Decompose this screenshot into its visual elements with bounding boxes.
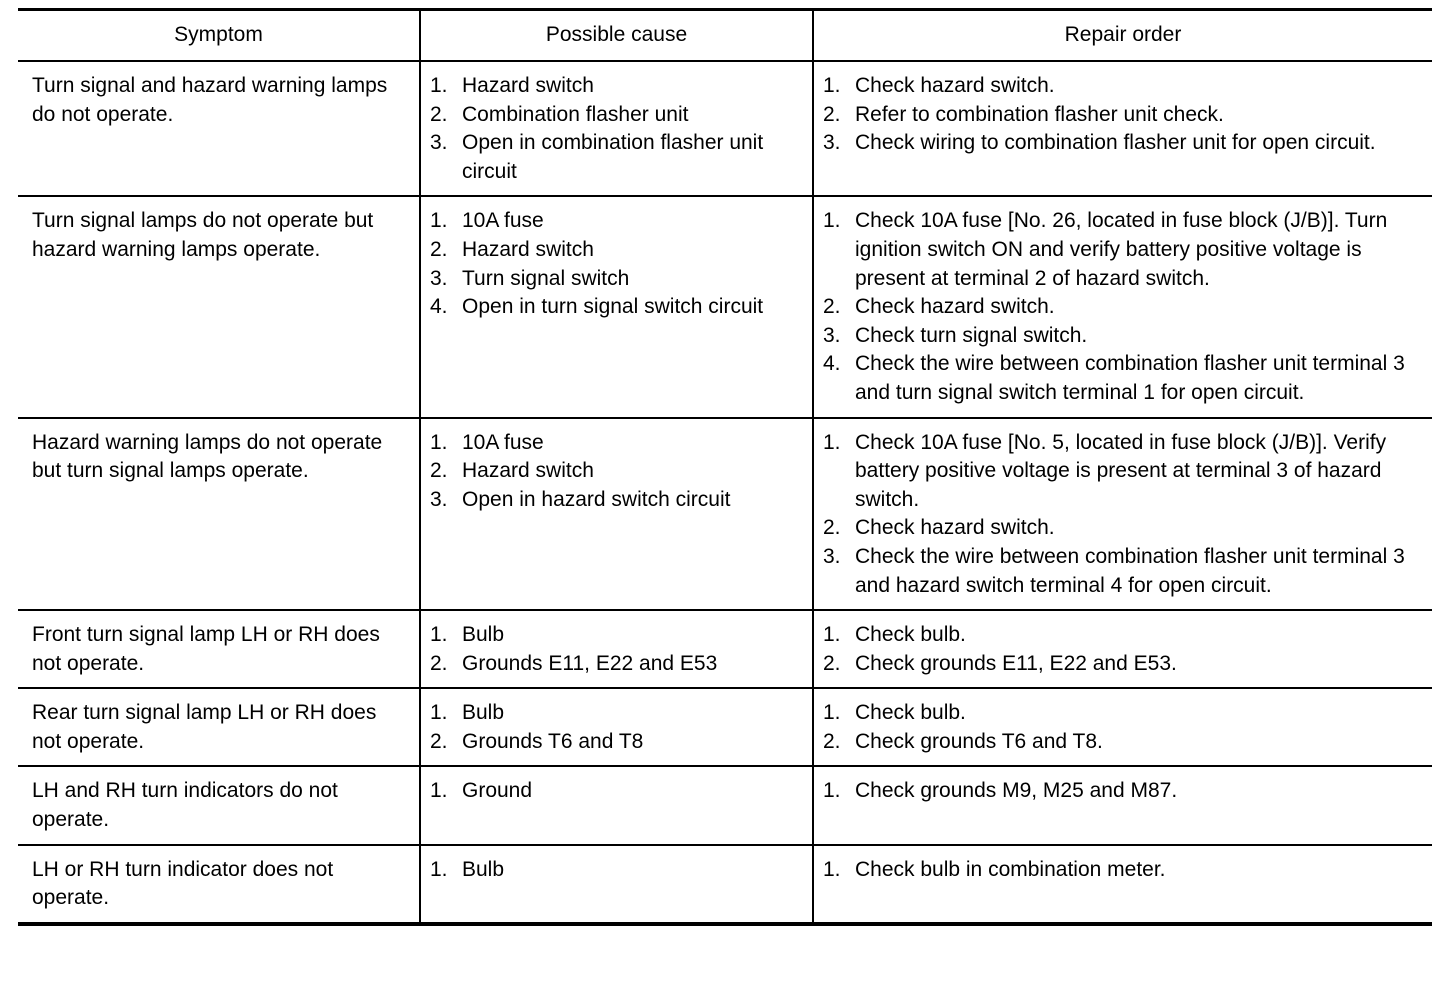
symptom-cell: LH or RH turn indicator does not operate. bbox=[18, 845, 420, 924]
list-item-number: 3. bbox=[823, 544, 841, 568]
list-item-number: 1. bbox=[430, 779, 448, 803]
table-row bbox=[18, 845, 1432, 924]
repair-item bbox=[823, 429, 1426, 515]
cause-item bbox=[430, 621, 806, 650]
table-header-row bbox=[18, 10, 1432, 62]
repair-order-cell-list bbox=[823, 621, 1426, 678]
cause-item-text: Hazard switch bbox=[462, 237, 594, 261]
list-item-number: 3. bbox=[823, 323, 841, 347]
cause-item bbox=[430, 650, 806, 679]
cause-item-text: Open in turn signal switch circuit bbox=[462, 295, 764, 319]
repair-item-text: Check the wire between combination flasher unit terminal 3 and turn signal switch terminal 1 for open circuit. bbox=[855, 352, 1405, 404]
symptom-cell: Turn signal lamps do not operate but hazard warning lamps operate. bbox=[18, 196, 420, 417]
possible-cause-cell bbox=[420, 418, 813, 611]
table-row bbox=[18, 418, 1432, 611]
list-item-number: 3. bbox=[823, 131, 841, 155]
symptom-cell: Front turn signal lamp LH or RH does not operate. bbox=[18, 610, 420, 688]
repair-order-cell bbox=[813, 845, 1432, 924]
list-item-number: 1. bbox=[823, 779, 841, 803]
repair-order-cell bbox=[813, 196, 1432, 417]
cause-item bbox=[430, 777, 806, 806]
possible-cause-cell-list bbox=[430, 72, 806, 186]
cause-item-text: Bulb bbox=[462, 623, 505, 647]
repair-item bbox=[823, 699, 1426, 728]
cause-item bbox=[430, 101, 806, 130]
table-row bbox=[18, 610, 1432, 688]
symptom-cell: Rear turn signal lamp LH or RH does not operate. bbox=[18, 688, 420, 766]
list-item-number: 2. bbox=[430, 651, 448, 675]
repair-item bbox=[823, 129, 1426, 158]
repair-item-text: Check hazard switch. bbox=[855, 74, 1055, 97]
repair-item bbox=[823, 514, 1426, 543]
list-item-number: 2. bbox=[430, 237, 448, 261]
repair-item bbox=[823, 72, 1426, 101]
repair-item-text: Check the wire between combination flasher unit terminal 3 and hazard switch terminal 4 for open circuit. bbox=[855, 544, 1405, 597]
cause-item bbox=[430, 728, 806, 757]
repair-item-text: Check grounds M9, M25 and M87. bbox=[855, 779, 1178, 803]
repair-item-text: Check bulb in combination meter. bbox=[855, 857, 1166, 881]
repair-item-text: Check bulb. bbox=[855, 623, 966, 647]
list-item-number: 2. bbox=[823, 295, 841, 319]
cause-item bbox=[430, 129, 806, 186]
repair-item bbox=[823, 650, 1426, 679]
repair-item bbox=[823, 101, 1426, 130]
repair-item bbox=[823, 856, 1426, 885]
column-header-possible-cause: Possible cause bbox=[420, 10, 813, 62]
table-row bbox=[18, 688, 1432, 766]
list-item-number: 3. bbox=[430, 487, 448, 511]
list-item-number: 2. bbox=[823, 729, 841, 753]
cause-item bbox=[430, 293, 806, 322]
list-item-number: 2. bbox=[823, 102, 841, 126]
column-header-repair-order: Repair order bbox=[813, 10, 1432, 62]
list-item-number: 1. bbox=[430, 74, 448, 97]
list-item-number: 1. bbox=[430, 623, 448, 647]
repair-order-cell-list bbox=[823, 72, 1426, 158]
repair-order-cell bbox=[813, 418, 1432, 611]
diagnosis-table-container bbox=[18, 8, 1432, 926]
cause-item bbox=[430, 265, 806, 294]
possible-cause-cell bbox=[420, 61, 813, 196]
repair-item-text: Check hazard switch. bbox=[855, 516, 1055, 540]
cause-item-text: Open in hazard switch circuit bbox=[462, 487, 731, 511]
repair-item bbox=[823, 350, 1426, 407]
list-item-number: 4. bbox=[823, 352, 841, 376]
cause-item bbox=[430, 486, 806, 515]
list-item-number: 1. bbox=[430, 701, 448, 725]
cause-item bbox=[430, 429, 806, 458]
possible-cause-cell bbox=[420, 688, 813, 766]
cause-item bbox=[430, 457, 806, 486]
repair-order-cell-list bbox=[823, 699, 1426, 756]
repair-order-cell bbox=[813, 688, 1432, 766]
cause-item bbox=[430, 72, 806, 101]
cause-item bbox=[430, 856, 806, 885]
repair-order-cell-list bbox=[823, 207, 1426, 407]
cause-item-text: 10A fuse bbox=[462, 430, 544, 454]
repair-item-text: Refer to combination flasher unit check. bbox=[855, 102, 1224, 126]
list-item-number: 1. bbox=[430, 209, 448, 233]
symptom-cell: Hazard warning lamps do not operate but turn signal lamps operate. bbox=[18, 418, 420, 611]
list-item-number: 4. bbox=[430, 295, 448, 319]
list-item-number: 1. bbox=[823, 623, 841, 647]
list-item-number: 1. bbox=[430, 430, 448, 454]
repair-item bbox=[823, 207, 1426, 293]
repair-order-cell-list bbox=[823, 777, 1426, 806]
repair-order-cell-list bbox=[823, 856, 1426, 885]
repair-item-text: Check 10A fuse [No. 26, located in fuse block (J/B)]. Turn ignition switch ON and verify battery positive voltage is present at terminal 2 of hazard switch. bbox=[855, 209, 1388, 290]
repair-item-text: Check grounds T6 and T8. bbox=[855, 729, 1103, 753]
table-row bbox=[18, 196, 1432, 417]
cause-item-text: Bulb bbox=[462, 857, 505, 881]
repair-item-text: Check turn signal switch. bbox=[855, 323, 1088, 347]
possible-cause-cell-list bbox=[430, 207, 806, 321]
list-item-number: 2. bbox=[823, 516, 841, 540]
cause-item bbox=[430, 236, 806, 265]
list-item-number: 2. bbox=[823, 651, 841, 675]
repair-item-text: Check 10A fuse [No. 5, located in fuse block (J/B)]. Verify battery positive voltage is present at terminal 3 of hazard switch. bbox=[855, 430, 1387, 511]
table-row bbox=[18, 61, 1432, 196]
possible-cause-cell-list bbox=[430, 429, 806, 515]
possible-cause-cell-list bbox=[430, 621, 806, 678]
cause-item-text: Combination flasher unit bbox=[462, 102, 689, 126]
cause-item-text: Grounds T6 and T8 bbox=[462, 729, 644, 753]
list-item-number: 3. bbox=[430, 131, 448, 155]
repair-order-cell-list bbox=[823, 429, 1426, 601]
repair-item bbox=[823, 322, 1426, 351]
repair-item-text: Check bulb. bbox=[855, 701, 966, 725]
possible-cause-cell-list bbox=[430, 699, 806, 756]
repair-order-cell bbox=[813, 610, 1432, 688]
cause-item-text: 10A fuse bbox=[462, 209, 544, 233]
cause-item-text: Open in combination flasher unit circuit bbox=[462, 131, 764, 183]
repair-item bbox=[823, 621, 1426, 650]
repair-item bbox=[823, 777, 1426, 806]
cause-item-text: Hazard switch bbox=[462, 459, 594, 483]
cause-item bbox=[430, 207, 806, 236]
cause-item-text: Hazard switch bbox=[462, 74, 594, 97]
possible-cause-cell bbox=[420, 610, 813, 688]
trouble-diagnosis-table bbox=[18, 8, 1432, 926]
possible-cause-cell bbox=[420, 766, 813, 844]
repair-item-text: Check grounds E11, E22 and E53. bbox=[855, 651, 1177, 675]
symptom-cell: LH and RH turn indicators do not operate. bbox=[18, 766, 420, 844]
repair-item-text: Check hazard switch. bbox=[855, 295, 1055, 319]
cause-item-text: Bulb bbox=[462, 701, 505, 725]
column-header-symptom: Symptom bbox=[18, 10, 420, 62]
cause-item-text: Grounds E11, E22 and E53 bbox=[462, 651, 718, 675]
list-item-number: 1. bbox=[430, 857, 448, 881]
list-item-number: 1. bbox=[823, 857, 841, 881]
repair-order-cell bbox=[813, 61, 1432, 196]
possible-cause-cell bbox=[420, 196, 813, 417]
cause-item-text: Turn signal switch bbox=[462, 266, 630, 290]
possible-cause-cell bbox=[420, 845, 813, 924]
repair-order-cell bbox=[813, 766, 1432, 844]
list-item-number: 3. bbox=[430, 266, 448, 290]
list-item-number: 1. bbox=[823, 701, 841, 725]
repair-item bbox=[823, 728, 1426, 757]
list-item-number: 1. bbox=[823, 74, 841, 97]
possible-cause-cell-list bbox=[430, 856, 806, 885]
list-item-number: 1. bbox=[823, 430, 841, 454]
possible-cause-cell-list bbox=[430, 777, 806, 806]
list-item-number: 1. bbox=[823, 209, 841, 233]
list-item-number: 2. bbox=[430, 102, 448, 126]
repair-item bbox=[823, 543, 1426, 600]
repair-item-text: Check wiring to combination flasher unit for open circuit. bbox=[855, 131, 1376, 155]
list-item-number: 2. bbox=[430, 729, 448, 753]
symptom-cell: Turn signal and hazard warning lamps do not operate. bbox=[18, 61, 420, 196]
repair-item bbox=[823, 293, 1426, 322]
cause-item-text: Ground bbox=[462, 779, 533, 803]
table-row bbox=[18, 766, 1432, 844]
cause-item bbox=[430, 699, 806, 728]
list-item-number: 2. bbox=[430, 459, 448, 483]
table-body bbox=[18, 61, 1432, 924]
